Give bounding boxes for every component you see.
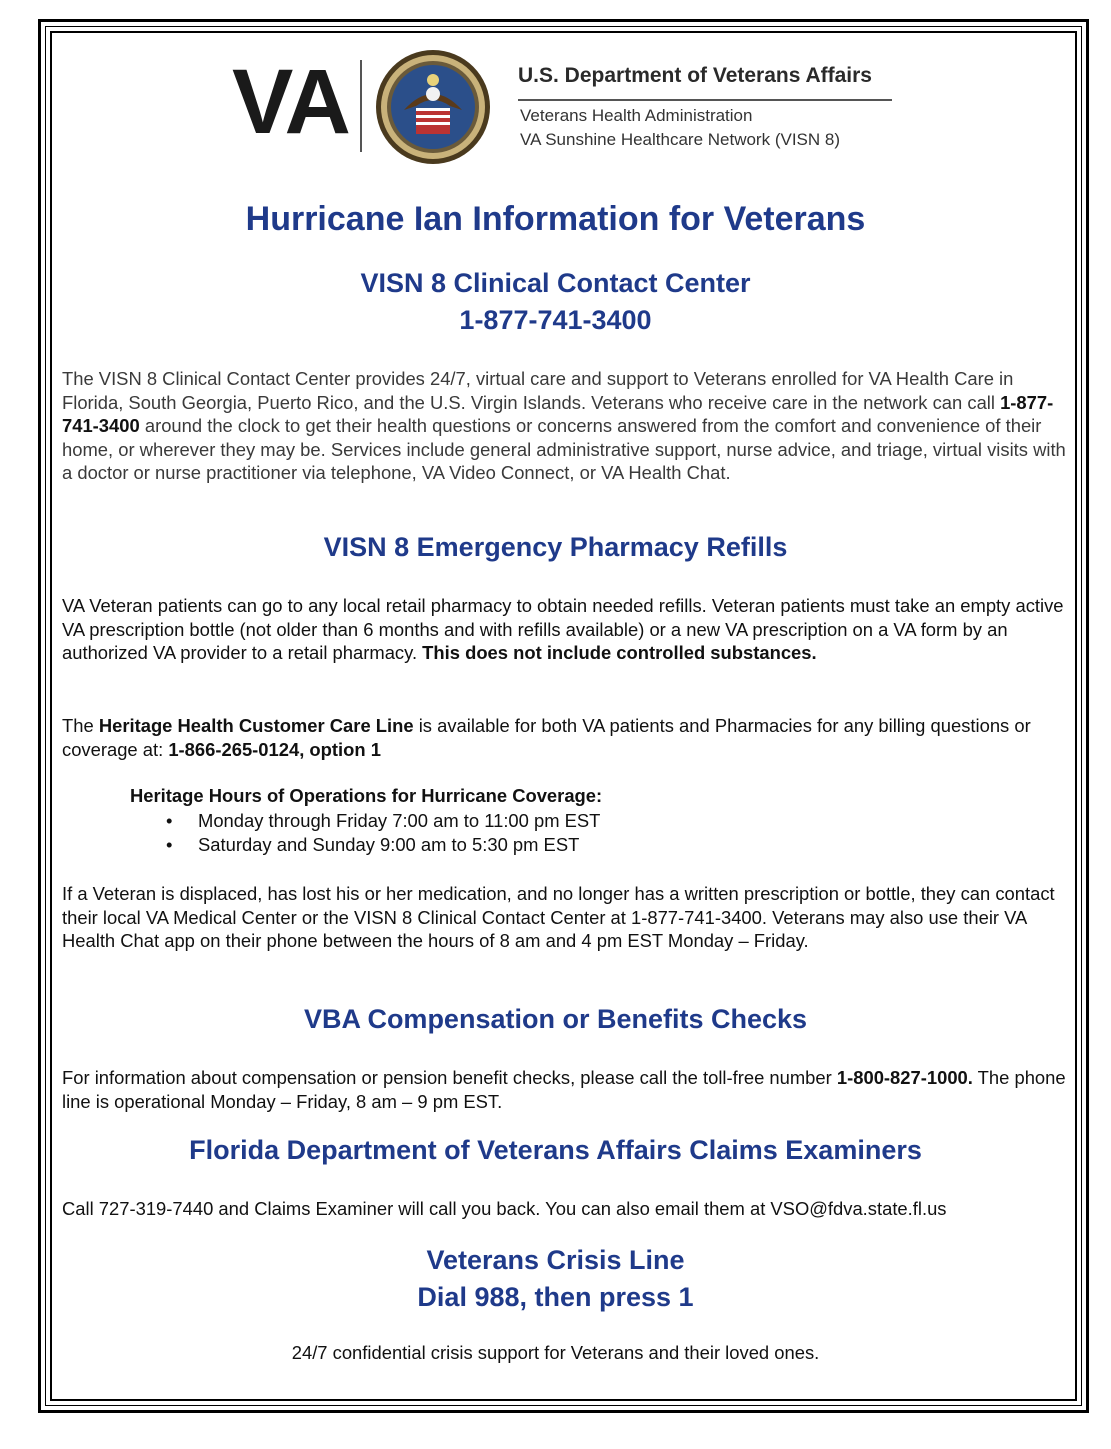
vba-heading: VBA Compensation or Benefits Checks — [303, 1004, 808, 1034]
administration-name: Veterans Health Administration — [520, 106, 753, 125]
pharmacy-body-text: VA Veteran patients can go to any local retail pharmacy to obtain needed refills. Veteran patients must take an empty active VA prescription bottle (not older than 6 months and with refills available) or a new VA prescription on a VA form by an authorized VA provider to a retail pharmacy. — [62, 595, 1064, 663]
fdva-heading: Florida Department of Veterans Affairs Claims Examiners — [189, 1135, 922, 1165]
fdva-body: Call 727-319-7440 and Claims Examiner will call you back. You can also email them at VSO@fdva.state.fl.us — [62, 1198, 947, 1219]
va-header — [232, 42, 912, 162]
hours-item — [166, 834, 579, 856]
bullet-icon: • — [166, 834, 173, 855]
contact-center-body-text: The VISN 8 Clinical Contact Center provides 24/7, virtual care and support to Veterans enrolled for VA Health Care in Florida, South Georgia, Puerto Rico, and the U.S. Virgin Islands. Veterans who receive care in the network can call — [62, 368, 1014, 413]
pharmacy-body-bold: This does not include controlled substances. — [422, 642, 817, 663]
vba-body — [62, 1066, 1072, 1113]
bullet-icon: • — [166, 810, 173, 831]
hours-title: Heritage Hours of Operations for Hurricane Coverage: — [130, 785, 603, 806]
department-rule — [518, 99, 892, 101]
heritage-paragraph — [62, 714, 1072, 761]
logo-divider — [360, 60, 362, 152]
contact-center-phone: 1-877-741-3400 — [459, 305, 652, 335]
hours-item-text: Saturday and Sunday 9:00 am to 5:30 pm EST — [198, 834, 580, 855]
pharmacy-heading: VISN 8 Emergency Pharmacy Refills — [323, 532, 788, 562]
displaced-paragraph: If a Veteran is displaced, has lost his or her medication, and no longer has a written prescription or bottle, they can contact their local VA Medical Center or the VISN 8 Clinical Contact Center at 1-877-741-3400. Veterans may also use their VA Health Chat app on their phone between the hours of 8 am and 4 pm EST Monday – Friday. — [62, 883, 1055, 951]
va-seal-icon — [374, 48, 492, 166]
network-name: VA Sunshine Healthcare Network (VISN 8) — [520, 130, 840, 149]
department-name: U.S. Department of Veterans Affairs — [518, 64, 872, 87]
contact-center-body-phone: 1-877-741-3400 — [62, 391, 1054, 436]
page-title: Hurricane Ian Information for Veterans — [245, 200, 866, 238]
crisis-body: 24/7 confidential crisis support for Veterans and their loved ones. — [291, 1342, 820, 1363]
pharmacy-body — [62, 594, 1072, 665]
heritage-text: The — [62, 715, 99, 736]
heritage-line-name: Heritage Health Customer Care Line — [98, 715, 414, 736]
contact-center-body-text-2: around the clock to get their health questions or concerns answered from the comfort and convenience of their home, or wherever they may be. Services include general administrative support, nurse advice, and triage, virtual visits with a doctor or nurse practitioner via telephone, VA Video Connect, or VA Health Chat. — [62, 415, 1066, 483]
va-logo-letters: VA — [232, 51, 349, 153]
vba-body-text: For information about compensation or pension benefit checks, please call the toll-free number — [62, 1067, 837, 1088]
vba-body-text-2: The phone line is operational Monday – Friday, 8 am – 9 pm EST. — [62, 1067, 1066, 1112]
vba-phone: 1-800-827-1000. — [836, 1067, 973, 1088]
heritage-text-2: is available for both VA patients and Pharmacies for any billing questions or coverage at: — [62, 715, 1031, 760]
contact-center-heading: VISN 8 Clinical Contact Center — [360, 268, 751, 298]
crisis-dial: Dial 988, then press 1 — [417, 1282, 694, 1312]
hours-item-text: Monday through Friday 7:00 am to 11:00 pm EST — [198, 810, 601, 831]
heritage-phone: 1-866-265-0124, option 1 — [168, 738, 381, 760]
crisis-heading: Veterans Crisis Line — [426, 1245, 685, 1275]
contact-center-body — [62, 367, 1072, 485]
hours-item — [166, 810, 600, 832]
